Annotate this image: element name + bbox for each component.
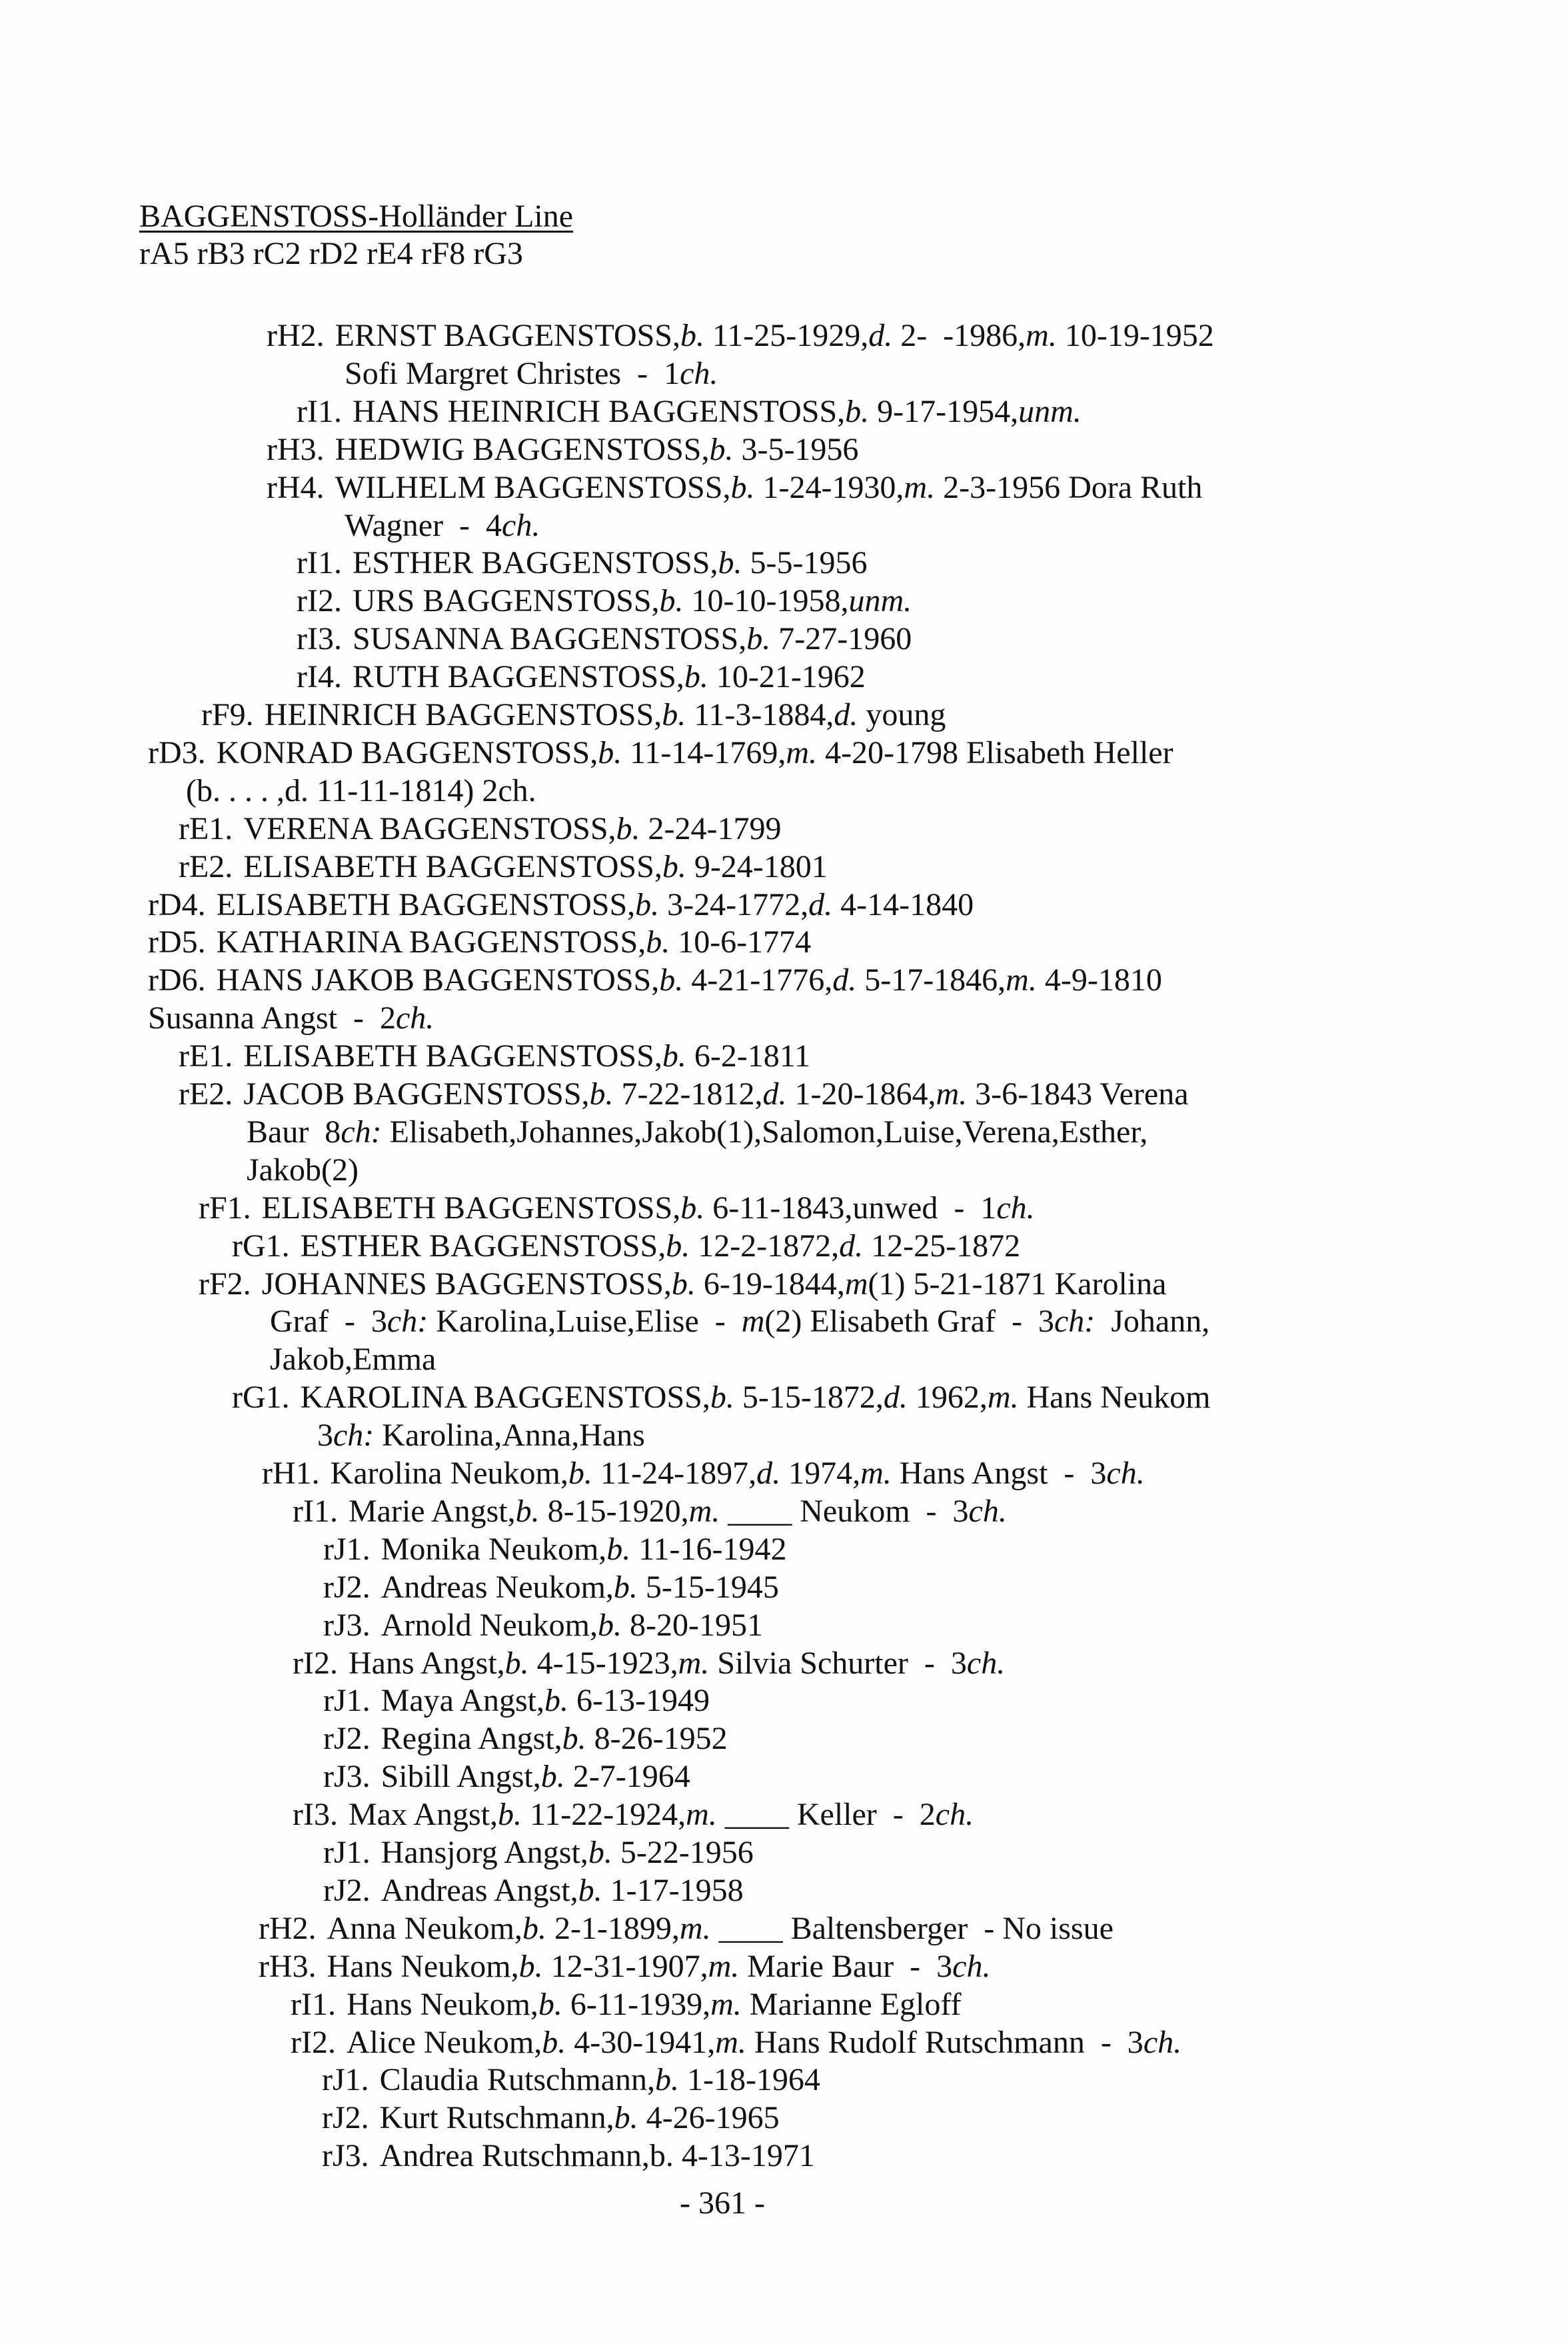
- entry-label: rJ3.: [322, 2138, 369, 2174]
- genealogy-entry: [267, 317, 1214, 355]
- entry-text: Arnold Neukom,b. 8-20-1951: [381, 1607, 763, 1643]
- genealogy-entry: [323, 1531, 786, 1568]
- genealogy-entry: [297, 658, 866, 696]
- entry-text: VERENA BAGGENSTOSS,b. 2-24-1799: [243, 810, 782, 846]
- entry-label: rJ1.: [323, 1835, 371, 1870]
- genealogy-entry: [297, 620, 912, 658]
- entry-text: Baur 8ch: Elisabeth,Johannes,Jakob(1),Salomon,Luise,Verena,Esther,: [247, 1114, 1148, 1150]
- entry-label: rD4.: [148, 886, 206, 922]
- entry-text: Graf - 3ch: Karolina,Luise,Elise - m(2) Elisabeth Graf - 3ch: Johann,: [270, 1304, 1210, 1340]
- genealogy-entry: [262, 1455, 1145, 1492]
- entry-continuation: [247, 1114, 1148, 1151]
- entry-label: rE2.: [179, 848, 233, 884]
- genealogy-entry: [179, 1038, 810, 1075]
- entry-text: Alice Neukom,b. 4-30-1941,m. Hans Rudolf Rutschmann - 3ch.: [346, 2024, 1182, 2060]
- entry-label: rI2.: [297, 583, 342, 619]
- entry-label: rJ3.: [323, 1759, 371, 1795]
- entry-text: Kurt Rutschmann,b. 4-26-1965: [379, 2100, 780, 2136]
- entry-label: rH2.: [267, 318, 325, 353]
- entry-text: ELISABETH BAGGENSTOSS,b. 9-24-1801: [243, 848, 828, 884]
- genealogy-entry: [259, 1948, 990, 1985]
- entry-continuation: [317, 1417, 645, 1454]
- genealogy-entry: [291, 2024, 1181, 2061]
- entry-text: ELISABETH BAGGENSTOSS,b. 6-11-1843,unwed - 1ch.: [261, 1190, 1035, 1226]
- entry-label: rD6.: [148, 962, 206, 998]
- genealogy-entry: [293, 1645, 1005, 1682]
- entry-text: ELISABETH BAGGENSTOSS,b. 6-2-1811: [243, 1038, 810, 1074]
- entry-label: rI1.: [297, 545, 342, 581]
- entry-label: rI1.: [293, 1493, 338, 1529]
- genealogy-entry: [297, 545, 867, 582]
- entry-text: ESTHER BAGGENSTOSS,b. 12-2-1872,d. 12-25-1872: [300, 1228, 1021, 1264]
- entry-text: Susanna Angst - 2ch.: [148, 1000, 434, 1036]
- entry-continuation: [345, 507, 540, 545]
- entry-text: Andreas Neukom,b. 5-15-1945: [381, 1569, 779, 1605]
- entry-text: Anna Neukom,b. 2-1-1899,m. ____ Baltensberger - No issue: [327, 1910, 1114, 1946]
- genealogy-entry: [199, 1190, 1035, 1227]
- section-title: BAGGENSTOSS-Holländer Line: [139, 199, 574, 234]
- genealogy-entry: [297, 583, 912, 620]
- entry-text: HEINRICH BAGGENSTOSS,b. 11-3-1884,d. young: [264, 697, 946, 732]
- entry-label: rH3.: [259, 1948, 317, 1984]
- genealogy-entry: [323, 1872, 744, 1909]
- genealogy-entry: [323, 1682, 710, 1720]
- entry-text: URS BAGGENSTOSS,b. 10-10-1958,unm.: [352, 583, 912, 619]
- genealogy-entry: [293, 1796, 974, 1833]
- entry-continuation: [247, 1152, 359, 1189]
- genealogy-entry: [148, 886, 974, 924]
- entry-text: Andreas Angst,b. 1-17-1958: [381, 1872, 744, 1908]
- page-number: - 361 -: [680, 2185, 765, 2221]
- genealogy-entry: [293, 1493, 1007, 1530]
- entry-text: (b. . . . ,d. 11-11-1814) 2ch.: [186, 772, 536, 808]
- entry-label: rH1.: [262, 1456, 320, 1491]
- entry-label: rI2.: [293, 1645, 338, 1681]
- genealogy-entry: [148, 734, 1174, 772]
- entry-label: rD5.: [148, 924, 206, 960]
- entry-text: Jakob(2): [247, 1152, 359, 1188]
- entry-label: rH2.: [259, 1910, 317, 1946]
- entry-text: Hans Neukom,b. 6-11-1939,m. Marianne Egloff: [346, 1986, 962, 2022]
- entry-text: RUTH BAGGENSTOSS,b. 10-21-1962: [352, 659, 866, 695]
- entry-text: 3ch: Karolina,Anna,Hans: [317, 1418, 645, 1454]
- genealogy-entry: [267, 469, 1202, 507]
- entry-label: rF1.: [199, 1190, 251, 1226]
- entry-label: rJ1.: [323, 1683, 371, 1719]
- genealogy-entry: [148, 924, 811, 961]
- genealogy-entry: [232, 1379, 1210, 1416]
- entry-label: rI2.: [291, 2024, 336, 2060]
- entry-text: Karolina Neukom,b. 11-24-1897,d. 1974,m. Hans Angst - 3ch.: [330, 1456, 1145, 1491]
- entry-label: rI3.: [293, 1797, 338, 1833]
- entry-text: Hans Neukom,b. 12-31-1907,m. Marie Baur - 3ch.: [327, 1948, 991, 1984]
- genealogy-entry: [323, 1607, 763, 1644]
- entry-label: rE1.: [179, 1038, 233, 1074]
- entry-label: rI1.: [291, 1986, 336, 2022]
- entry-text: Hansjorg Angst,b. 5-22-1956: [381, 1835, 754, 1870]
- entry-text: ESTHER BAGGENSTOSS,b. 5-5-1956: [352, 545, 868, 581]
- entry-text: Regina Angst,b. 8-26-1952: [381, 1721, 728, 1757]
- entry-text: HANS JAKOB BAGGENSTOSS,b. 4-21-1776,d. 5-17-1846,m. 4-9-1810: [216, 962, 1162, 998]
- entry-label: rJ2.: [323, 1721, 371, 1757]
- entry-text: SUSANNA BAGGENSTOSS,b. 7-27-1960: [352, 621, 912, 657]
- genealogy-entry: [322, 2137, 815, 2175]
- entry-text: Hans Angst,b. 4-15-1923,m. Silvia Schurter - 3ch.: [348, 1645, 1006, 1681]
- genealogy-entry: [322, 2061, 820, 2099]
- entry-label: rJ3.: [323, 1607, 371, 1643]
- entry-text: HEDWIG BAGGENSTOSS,b. 3-5-1956: [335, 431, 859, 467]
- entry-label: rG1.: [232, 1228, 290, 1264]
- entry-label: rJ2.: [322, 2100, 369, 2136]
- entry-label: rG1.: [232, 1380, 290, 1416]
- genealogy-entry: [297, 393, 1082, 431]
- genealogy-entry: [199, 1266, 1166, 1303]
- entry-continuation: [270, 1303, 1209, 1340]
- entry-label: rI4.: [297, 659, 342, 695]
- genealogy-entry: [267, 431, 858, 469]
- entry-text: Sofi Margret Christes - 1ch.: [345, 355, 718, 391]
- entry-label: rJ1.: [322, 2062, 369, 2098]
- genealogy-entry: [179, 810, 781, 848]
- genealogy-entry: [323, 1720, 728, 1758]
- entry-text: Andrea Rutschmann,b. 4-13-1971: [379, 2138, 815, 2174]
- entry-text: HANS HEINRICH BAGGENSTOSS,b. 9-17-1954,unm.: [352, 393, 1082, 429]
- genealogy-entry: [323, 1834, 754, 1871]
- entry-continuation: [270, 1341, 436, 1378]
- genealogy-entry: [179, 1076, 1189, 1113]
- genealogy-entry: [323, 1569, 779, 1606]
- entry-label: rH4.: [267, 469, 325, 505]
- entry-text: Jakob,Emma: [270, 1342, 436, 1378]
- entry-text: JACOB BAGGENSTOSS,b. 7-22-1812,d. 1-20-1864,m. 3-6-1843 Verena: [243, 1076, 1189, 1112]
- entry-continuation: [345, 355, 718, 393]
- entry-label: rJ2.: [323, 1872, 371, 1908]
- genealogy-entry: [201, 696, 946, 734]
- entry-label: rF9.: [201, 697, 254, 732]
- entry-text: Maya Angst,b. 6-13-1949: [381, 1683, 710, 1719]
- genealogy-entry: [179, 848, 828, 886]
- entry-label: rH3.: [267, 431, 325, 467]
- genealogy-entry: [148, 962, 1162, 999]
- entry-label: rF2.: [199, 1266, 251, 1302]
- entry-text: ELISABETH BAGGENSTOSS,b. 3-24-1772,d. 4-14-1840: [216, 886, 974, 922]
- entry-text: Marie Angst,b. 8-15-1920,m. ____ Neukom - 3ch.: [348, 1493, 1007, 1529]
- entry-text: Claudia Rutschmann,b. 1-18-1964: [379, 2062, 820, 2098]
- entry-label: rE2.: [179, 1076, 233, 1112]
- genealogy-entry: [232, 1228, 1020, 1265]
- genealogy-entry: [323, 1758, 690, 1795]
- entry-label: rJ2.: [323, 1569, 371, 1605]
- entry-text: Sibill Angst,b. 2-7-1964: [381, 1759, 690, 1795]
- entry-text: Max Angst,b. 11-22-1924,m. ____ Keller - 2ch.: [348, 1797, 974, 1833]
- entry-label: rE1.: [179, 810, 233, 846]
- genealogy-entry: [322, 2099, 780, 2137]
- entry-label: rI3.: [297, 621, 342, 657]
- entry-text: ERNST BAGGENSTOSS,b. 11-25-1929,d. 2- -1986,m. 10-19-1952: [335, 318, 1214, 353]
- entry-continuation: [186, 772, 536, 810]
- entry-text: KATHARINA BAGGENSTOSS,b. 10-6-1774: [216, 924, 812, 960]
- entry-label: rJ1.: [323, 1531, 371, 1567]
- entry-text: Wagner - 4ch.: [345, 507, 540, 543]
- entry-continuation: [148, 1000, 434, 1037]
- entry-text: Monika Neukom,b. 11-16-1942: [381, 1531, 787, 1567]
- genealogy-entry: [259, 1910, 1114, 1947]
- lineage-code: rA5 rB3 rC2 rD2 rE4 rF8 rG3: [139, 236, 523, 271]
- entry-text: KONRAD BAGGENSTOSS,b. 11-14-1769,m. 4-20-1798 Elisabeth Heller: [216, 734, 1174, 770]
- entry-text: KAROLINA BAGGENSTOSS,b. 5-15-1872,d. 1962,m. Hans Neukom: [300, 1380, 1211, 1416]
- entry-label: rD3.: [148, 734, 206, 770]
- entry-text: JOHANNES BAGGENSTOSS,b. 6-19-1844,m(1) 5-21-1871 Karolina: [261, 1266, 1167, 1302]
- genealogy-entry: [291, 1986, 961, 2023]
- entry-label: rI1.: [297, 393, 342, 429]
- entry-text: WILHELM BAGGENSTOSS,b. 1-24-1930,m. 2-3-1956 Dora Ruth: [335, 469, 1203, 505]
